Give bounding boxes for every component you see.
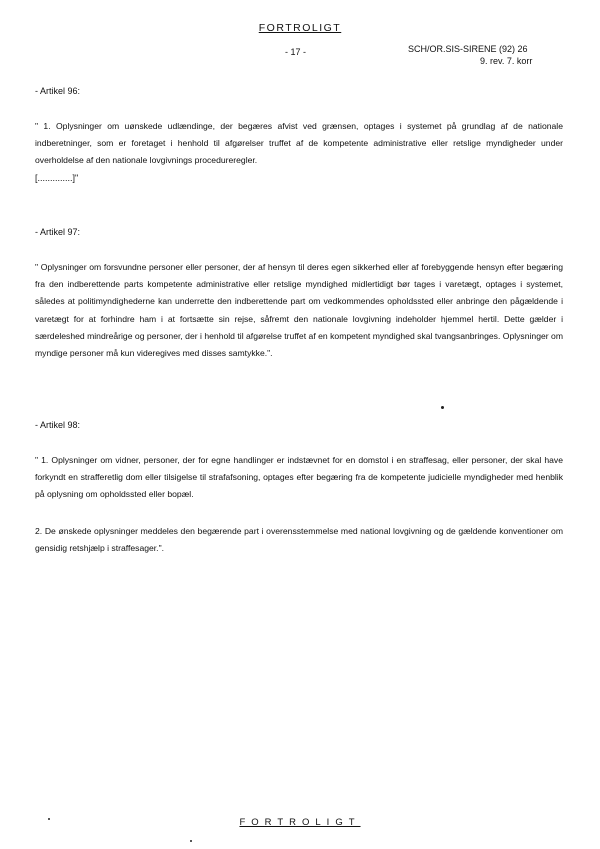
article-97-text	[35, 259, 563, 362]
article-96-text	[35, 118, 563, 187]
page-number: - 17 -	[285, 47, 307, 57]
confidential-footer: FORTROLIGT	[239, 817, 361, 828]
confidential-header: FORTROLIGT	[258, 22, 342, 34]
scan-speck	[441, 406, 444, 409]
article-98-text-2	[35, 523, 563, 557]
reference-line-1: SCH/OR.SIS-SIRENE (92) 26	[408, 44, 528, 54]
article-96-heading: - Artikel 96:	[35, 86, 81, 96]
reference-line-2: 9. rev. 7. korr	[480, 56, 533, 66]
article-97-paragraph-1: " Oplysninger om forsvundne personer eller personer, der af hensyn til deres egen sikkerhed eller af forebyggende hensyn efter begæring fra den indberettende parts kompetente administrative eller retslige myndighed midlertidigt bør tages i varetægt, optages i systemet, således at politimyndighederne kan underrette den indberettende part om vedkommendes opholdssted eller anbringe den pågældende i varetægt for at forhindre ham i at fortsætte sin rejse, såfremt den nationale lovgivning indeholder hjemmel hertil. Dette gælder i særdeleshed mindreårige og personer, der i henhold til afgørelse truffet af en kompetent myndighed skal tvangsanbringes. Oplysninger om myndige personer må kun videregives med disses samtykke.".	[35, 262, 563, 359]
article-98-text	[35, 452, 563, 504]
article-96-omission: [..............]"	[35, 172, 79, 183]
article-96-paragraph-1: " 1. Oplysninger om uønskede udlændinge, der begæres afvist ved grænsen, optages i systemet på grundlag af de nationale indberetninger, som er foretaget i henhold til afgørelser truffet af de kompetente administrative eller retslige myndigheder under overholdelse af den nationale lovgivnings procedureregler.	[35, 121, 563, 166]
document-reference	[408, 43, 532, 67]
article-98-paragraph-1: " 1. Oplysninger om vidner, personer, der for egne handlinger er indstævnet for en domstol i en straffesag, eller personer, der skal have forkyndt en strafferetlig dom eller tilsigelse til strafafsoning, optages efter begæring fra de kompetente judicielle myndigheder med henblik på oplysning om opholdssted eller bopæl.	[35, 455, 563, 500]
article-98-paragraph-2: 2. De ønskede oplysninger meddeles den begærende part i overensstemmelse med national lovgivning og de gældende konventioner om gensidig retshjælp i straffesager.".	[35, 526, 563, 554]
article-98-heading: - Artikel 98:	[35, 420, 81, 430]
article-97-heading: - Artikel 97:	[35, 227, 81, 237]
scan-speck	[190, 840, 192, 842]
